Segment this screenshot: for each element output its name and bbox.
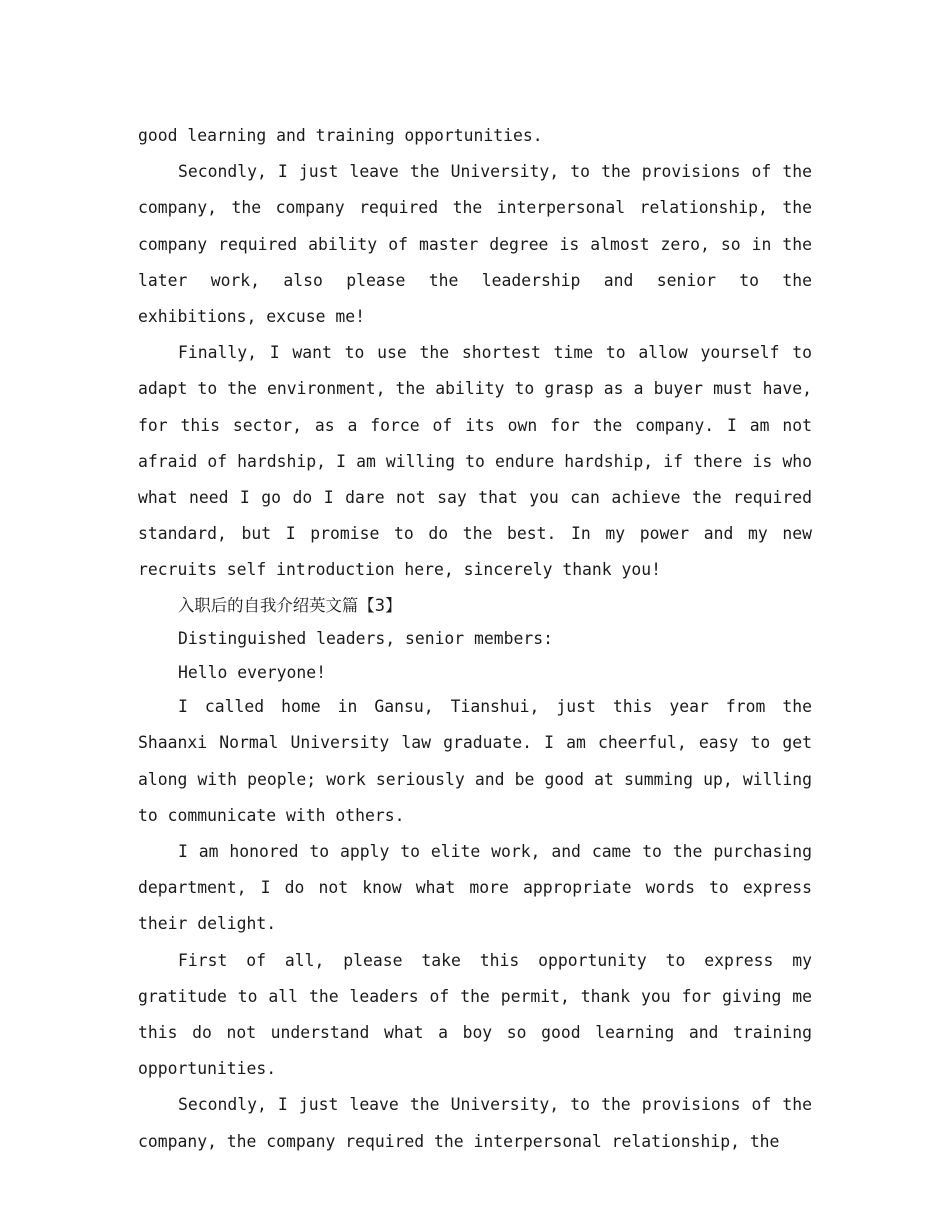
paragraph-continuation: good learning and training opportunities. <box>138 126 543 145</box>
paragraph-honored: I am honored to apply to elite work, and came to the purchasing department, I do not know what more appropriate words to express their delight. <box>138 841 812 934</box>
greeting: Hello everyone! <box>178 662 327 682</box>
paragraph-secondly: Secondly, I just leave the University, to the provisions of the company, the company required the interpersonal relationship, the company required ability of master degree is almost zero, so in the later work, also please the leadership and senior to the exhibitions, excuse me! <box>138 162 812 327</box>
paragraph-first-of-all: First of all, please take this opportunity to express my gratitude to all the leaders of the permit, thank you for giving me this do not understand what a boy so good learning and training opportunities. <box>138 950 812 1079</box>
paragraph-secondly-repeat: Secondly, I just leave the University, to the provisions of the company, the company required the interpersonal relationship, the <box>138 1095 812 1151</box>
salutation: Distinguished leaders, senior members: <box>178 629 553 649</box>
paragraph-finally: Finally, I want to use the shortest time to allow yourself to adapt to the environment, the ability to grasp as a buyer must have, for this sector, as a force of its own for the company. I am not afraid of hardship, I am willing to endure hardship, if there is who what need I go do I dare not say that you can achieve the required standard, but I promise to do the best. In my power and my new recruits self introduction here, sincerely thank you! <box>138 343 812 580</box>
paragraph-intro: I called home in Gansu, Tianshui, just this year from the Shaanxi Normal University law graduate. I am cheerful, easy to get along with people; work seriously and be good at summing up, willing to communicate with others. <box>138 697 812 825</box>
section-heading: 入职后的自我介绍英文篇【3】 <box>178 595 402 615</box>
